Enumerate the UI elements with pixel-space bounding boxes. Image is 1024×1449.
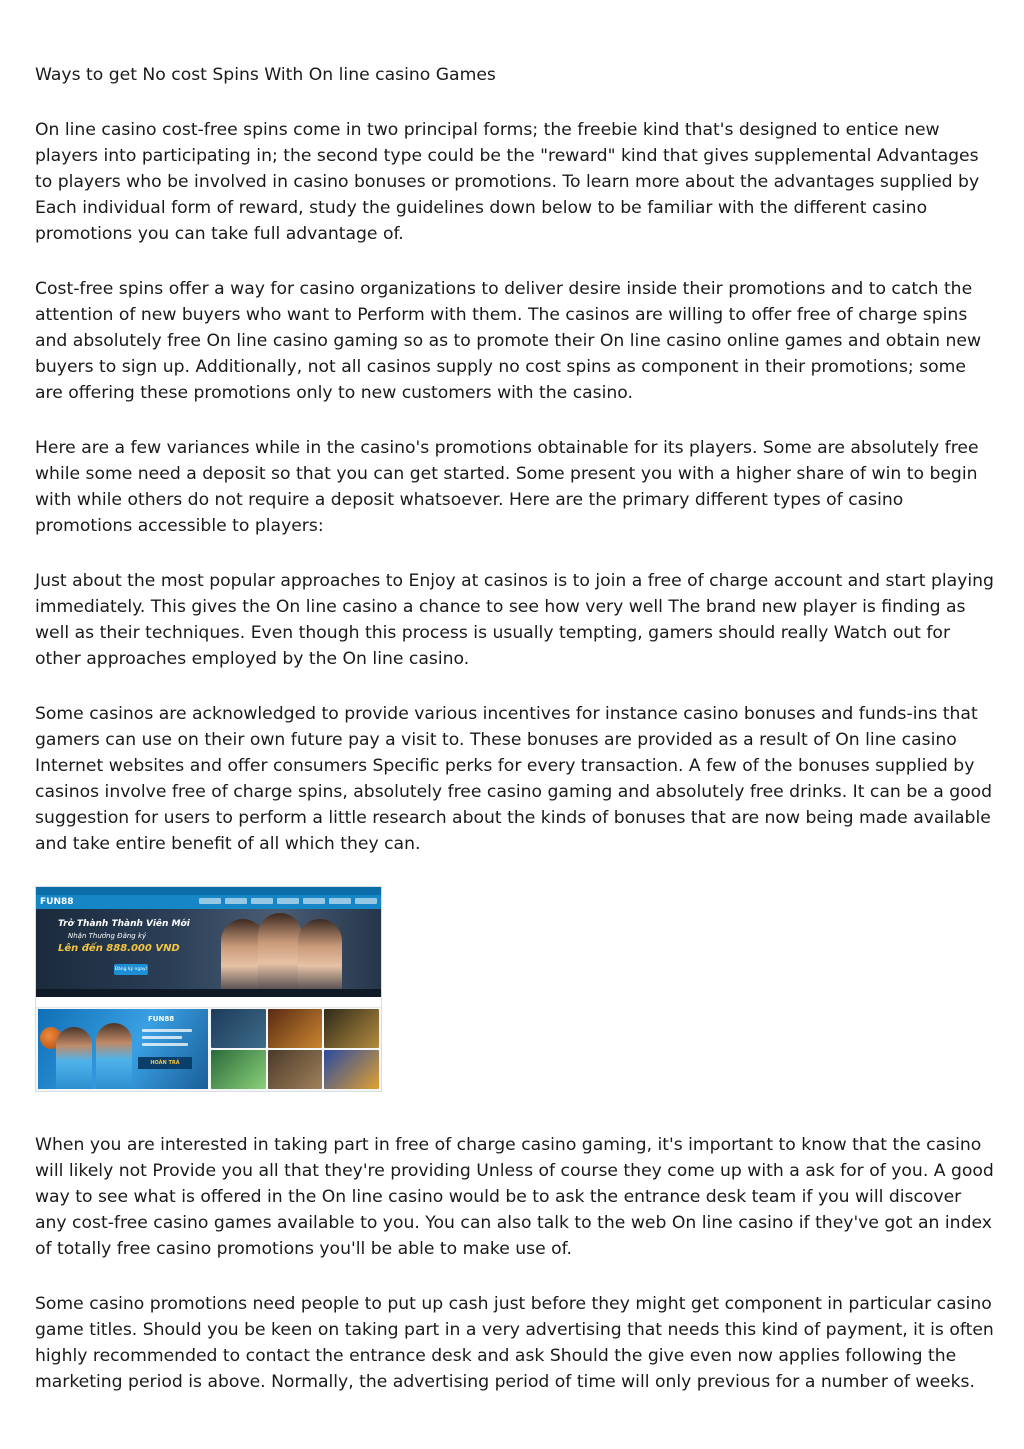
paragraph-7: Some casino promotions need people to put up cash just before they might get component in particular casino game titles. Should you be keen on taking part in a very advertising that needs this kind of payment, it is often highly recommended to contact the entrance desk and ask Should the give even now applies following the marketing period is above. Normally, the advertising period of time will only previous for a number of weeks. [35,1294,994,1392]
hero-model-figure [258,913,302,997]
promo-text-line [142,1029,192,1032]
promo-logo: FUN88 [148,1015,175,1023]
game-tile [268,1050,323,1089]
nav-item [251,898,273,904]
nav-item [355,898,377,904]
paragraph-3: Here are a few variances while in the casino's promotions obtainable for its players. Some are absolutely free while some need a deposit so that you can get started. Some present you with a higher share of win to begin with while others do not require a deposit whatsoever. Here are the primary different types of casino promotions accessible to players: [35,438,979,536]
game-tile [324,1050,379,1089]
screenshot-promo-banner [38,1009,208,1089]
screenshot-navbar [36,895,381,909]
paragraph-6: When you are interested in taking part in free of charge casino gaming, it's important to know that the casino will likely not Provide you all that they're providing Unless of course they come up with a ask for of you. A good way to see what is offered in the On line casino would be to ask the entrance desk team if you will discover any cost-free casino games available to you. You can also talk to the web On line casino if they've got an index of totally free casino promotions you'll be able to make use of. [35,1135,994,1259]
screenshot-topbar [36,887,381,895]
paragraph-4: Just about the most popular approaches to Enjoy at casinos is to join a free of charge account and start playing immediately. This gives the On line casino a chance to see how very well The brand new player is finding as well as their techniques. Even though this process is usually tempting, gamers should really Watch out for other approaches employed by the On line casino. [35,571,994,669]
nav-item [199,898,221,904]
paragraph-5: Some casinos are acknowledged to provide various incentives for instance casino bonuses and funds-ins that gamers can use on their own future pay a visit to. These bonuses are provided as a result of On line casino Internet websites and offer consumers Specific perks for every transaction. A few of the bonuses supplied by casinos involve free of charge spins, absolutely free casino gaming and absolutely free drinks. It can be a good suggestion for users to perform a little research about the kinds of bonuses that are now being made available and take entire benefit of all which they can. [35,704,993,854]
nav-item [225,898,247,904]
hero-line-1: Trở Thành Thành Viên Mới [58,919,190,929]
hero-line-2: Nhận Thưởng Đăng ký [68,932,147,940]
promo-person-figure [96,1023,132,1089]
game-tile [211,1009,266,1048]
screenshot-game-grid [211,1009,379,1089]
paragraph-1: On line casino cost-free spins come in two principal forms; the freebie kind that's designed to entice new players into participating in; the second type could be the "reward" kind that gives supplemental Advantages to players who be involved in casino bonuses or promotions. To learn more about the advantages supplied by Each individual form of reward, study the guidelines down below to be familiar with the different casino promotions you can take full advantage of. [35,120,980,244]
nav-item [303,898,325,904]
paragraph-2: Cost-free spins offer a way for casino organizations to deliver desire inside their promotions and to catch the attention of new buyers who want to Perform with them. The casinos are willing to offer free of charge spins and absolutely free On line casino gaming so as to promote their On line casino online games and obtain new buyers to sign up. Additionally, not all casinos supply no cost spins as component in their promotions; some are offering these promotions only to new customers with the casino. [35,279,982,403]
game-tile [268,1009,323,1048]
game-tile [211,1050,266,1089]
screenshot-hero-banner [36,909,381,997]
screenshot-logo: FUN88 [40,897,74,907]
hero-ticker [36,989,381,997]
hero-signup-button: Đăng ký ngay! [114,964,148,975]
nav-item [277,898,299,904]
document-page [35,62,995,1424]
page-title: Ways to get No cost Spins With On line casino Games [35,65,496,85]
game-tile [324,1009,379,1048]
hero-line-3: Lên đến 888.000 VND [58,943,180,954]
promo-text-line [142,1043,188,1046]
casino-website-screenshot [35,886,382,1092]
screenshot-nav-items [199,898,377,904]
screenshot-section-header [36,997,381,1008]
promo-badge: HOÀN TRẢ [138,1057,192,1069]
promo-person-figure [56,1027,92,1089]
promo-text-line [142,1036,182,1039]
hero-model-figure [298,919,342,997]
nav-item [329,898,351,904]
